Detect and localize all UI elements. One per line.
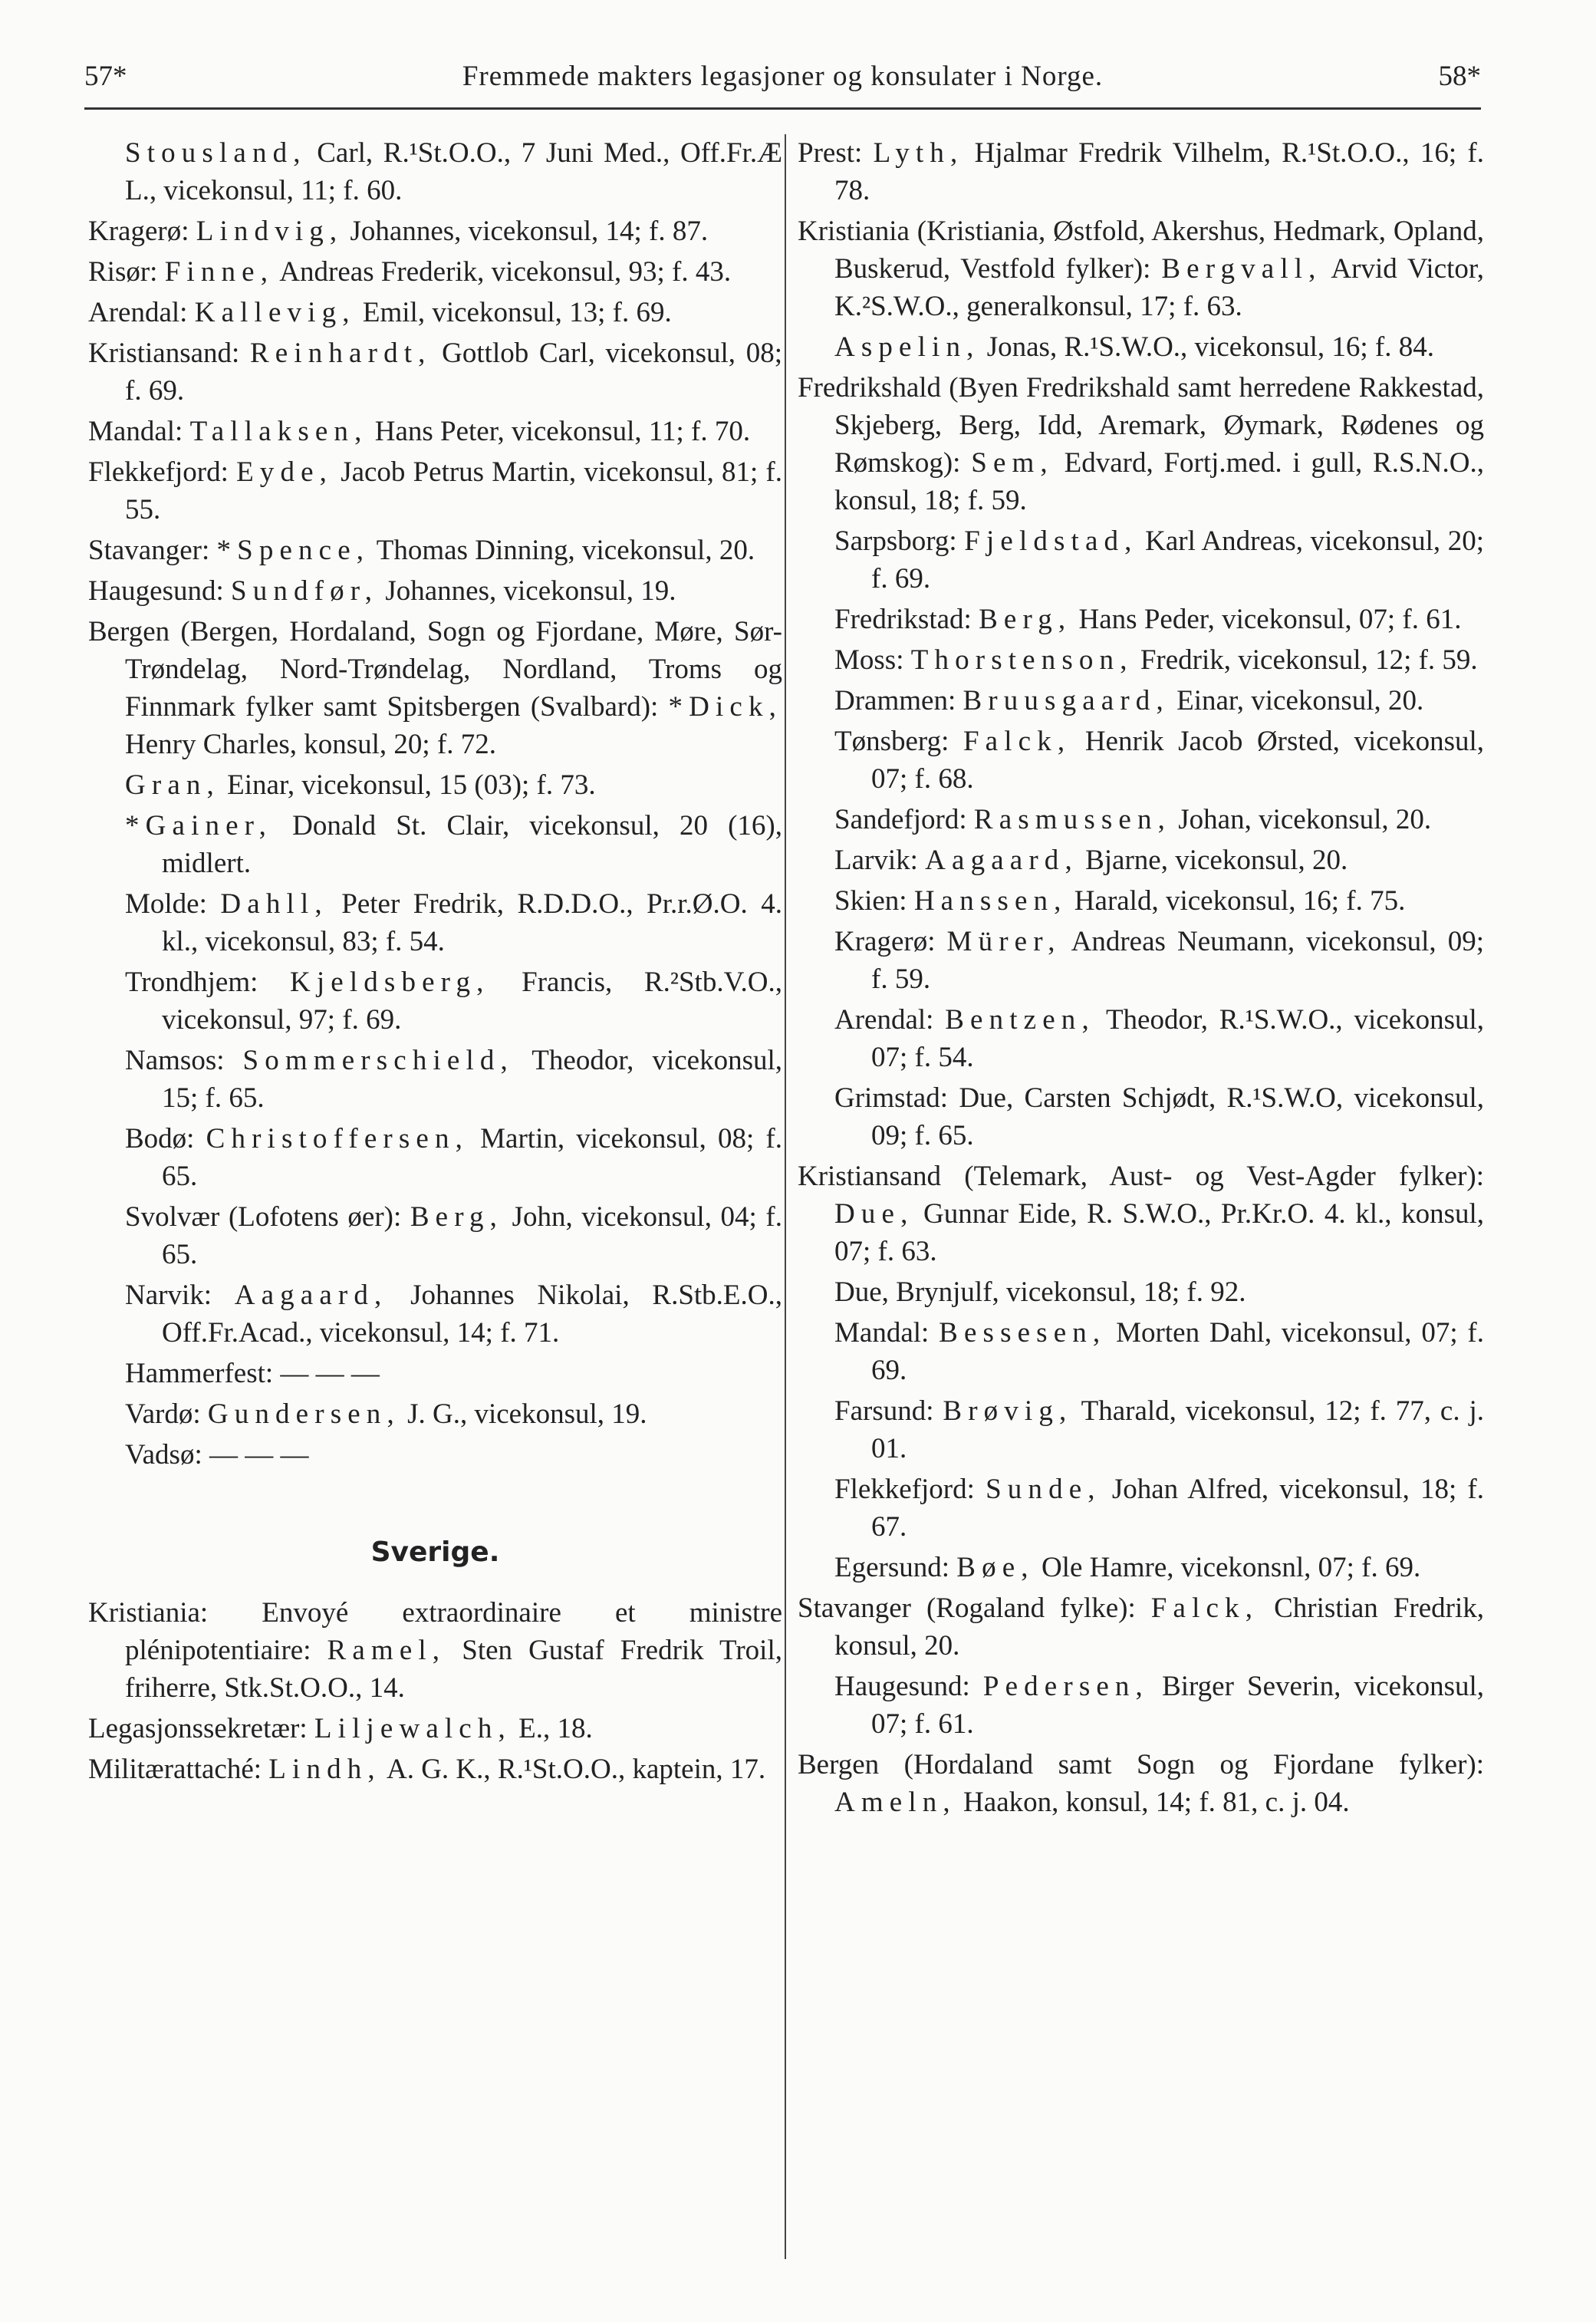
consul-entry: Arendal: Bentzen, Theodor, R.¹S.W.O., vicekonsul, 07; f. 54. [834,1004,1485,1073]
consul-entry: Drammen: Bruusgaard, Einar, vicekonsul, 20. [834,685,1424,716]
consul-entry: Vardø: Gundersen, J. G., vicekonsul, 19. [125,1398,647,1430]
consul-entry: Fredrikshald (Byen Fredrikshald samt herredene Rakkestad, Skjeberg, Berg, Idd, Aremark, Øymark, Rødenes og Rømskog): Sem, Edvard, Fortj.med. i gull, R.S.N.O., konsul, 18; f. 59. [798,372,1484,516]
consul-entry: Mandal: Bessesen, Morten Dahl, vicekonsul, 07; f. 69. [834,1317,1485,1386]
consul-entry: Moss: Thorstenson, Fredrik, vicekonsul, 12; f. 59. [834,644,1478,676]
consul-entry: Skien: Hanssen, Harald, vicekonsul, 16; f. 75. [834,885,1406,917]
consul-entry: Stavanger: *Spence, Thomas Dinning, vicekonsul, 20. [88,535,755,566]
consul-entry: Kristiansand (Telemark, Aust- og Vest-Agder fylker): Due, Gunnar Eide, R. S.W.O., Pr.Kr.O. 4. kl., konsul, 07; f. 63. [798,1161,1484,1267]
consul-entry: Larvik: Aagaard, Bjarne, vicekonsul, 20. [834,845,1348,876]
consul-entry: Due, Brynjulf, vicekonsul, 18; f. 92. [834,1276,1246,1308]
left-column [88,134,782,1791]
legation-entry: Militærattaché: Lindh, A. G. K., R.¹St.O.O., kaptein, 17. [88,1754,766,1785]
consul-entry: Sandefjord: Rasmussen, Johan, vicekonsul, 20. [834,804,1432,835]
running-header [84,60,1481,106]
legation-entry: Kristiania: Envoyé extraordinaire et ministre plénipotentiaire: Ramel, Sten Gustaf Fredrik Troil, friherre, Stk.St.O.O., 14. [88,1597,783,1704]
consul-entry: Risør: Finne, Andreas Frederik, vicekonsul, 93; f. 43. [88,256,732,288]
consul-entry: Molde: Dahll, Peter Fredrik, R.D.D.O., Pr.r.Ø.O. 4. kl., vicekonsul, 83; f. 54. [125,888,782,957]
consul-entry: Stavanger (Rogaland fylke): Falck, Christian Fredrik, konsul, 20. [798,1592,1484,1662]
consul-entry: Svolvær (Lofotens øer): Berg, John, vicekonsul, 04; f. 65. [125,1201,782,1270]
page-title: Fremmede makters legasjoner og konsulater i Norge. [462,61,1104,92]
consul-entry: Narvik: Aagaard, Johannes Nikolai, R.Stb.E.O., Off.Fr.Acad., vicekonsul, 14; f. 71. [125,1280,783,1349]
consul-entry: Prest: Lyth, Hjalmar Fredrik Vilhelm, R.¹St.O.O., 16; f. 78. [798,137,1484,206]
legation-entry: Legasjonssekretær: Liljewalch, E., 18. [88,1713,593,1744]
consul-entry: Kragerø: Mürer, Andreas Neumann, vicekonsul, 09; f. 59. [834,926,1484,995]
consul-entry: Tønsberg: Falck, Henrik Jacob Ørsted, vicekonsul, 07; f. 68. [834,726,1484,795]
consul-entry: Fredrikstad: Berg, Hans Peder, vicekonsul, 07; f. 61. [834,604,1462,635]
right-page-number: 58* [1438,61,1481,92]
consul-entry: Flekkefjord: Eyde, Jacob Petrus Martin, vicekonsul, 81; f. 55. [88,456,783,525]
right-column [798,134,1484,1824]
consul-entry: Hammerfest: — — — [125,1358,380,1389]
consul-entry: Bergen (Bergen, Hordaland, Sogn og Fjordane, Møre, Sør-Trøndelag, Nord-Trøndelag, Nordland, Troms og Finnmark fylker samt Spitsbergen (Svalbard): *Dick, Henry Charles, konsul, 20; f. 72. [88,616,782,760]
consul-entry: Sarpsborg: Fjeldstad, Karl Andreas, vicekonsul, 20; f. 69. [834,525,1484,594]
consul-entry: Kragerø: Lindvig, Johannes, vicekonsul, 14; f. 87. [88,216,709,247]
consul-entry: Kristiansand: Reinhardt, Gottlob Carl, vicekonsul, 08; f. 69. [88,338,782,407]
consul-entry: Bergen (Hordaland samt Sogn og Fjordane fylker): Ameln, Haakon, konsul, 14; f. 81, c. j. 04. [798,1749,1484,1818]
consul-entry: Gran, Einar, vicekonsul, 15 (03); f. 73. [125,769,596,801]
consul-entry: Haugesund: Pedersen, Birger Severin, vicekonsul, 07; f. 61. [834,1671,1484,1740]
header-rule [84,107,1481,110]
consul-entry: Vadsø: — — — [125,1439,309,1471]
consul-entry: Trondhjem: Kjeldsberg, Francis, R.²Stb.V.O., vicekonsul, 97; f. 69. [125,967,782,1036]
section-heading-sverige: Sverige. [370,1536,500,1568]
consul-entry: Bodø: Christoffersen, Martin, vicekonsul, 08; f. 65. [125,1123,782,1192]
consul-entry: Flekkefjord: Sunde, Johan Alfred, vicekonsul, 18; f. 67. [834,1474,1485,1543]
column-divider [785,134,786,2259]
left-page-number: 57* [84,61,127,92]
consul-entry: Aspelin, Jonas, R.¹S.W.O., vicekonsul, 16; f. 84. [834,331,1434,363]
consul-entry: Haugesund: Sundfør, Johannes, vicekonsul, 19. [88,575,676,607]
consul-entry: Egersund: Bøe, Ole Hamre, vicekonsnl, 07; f. 69. [834,1552,1421,1583]
consul-entry: Kristiania (Kristiania, Østfold, Akershus, Hedmark, Opland, Buskerud, Vestfold fylker): Bergvall, Arvid Victor, K.²S.W.O., generalkonsul, 17; f. 63. [798,216,1484,322]
consul-entry: *Gainer, Donald St. Clair, vicekonsul, 20 (16), midlert. [125,810,782,879]
consul-entry: Namsos: Sommerschield, Theodor, vicekonsul, 15; f. 65. [125,1045,782,1114]
consul-entry: Grimstad: Due, Carsten Schjødt, R.¹S.W.O, vicekonsul, 09; f. 65. [834,1082,1485,1151]
consul-entry: Mandal: Tallaksen, Hans Peter, vicekonsul, 11; f. 70. [88,416,751,447]
consul-entry: Arendal: Kallevig, Emil, vicekonsul, 13; f. 69. [88,297,672,328]
consul-entry: Stousland, Carl, R.¹St.O.O., 7 Juni Med., Off.Fr.Æ L., vicekonsul, 11; f. 60. [125,137,782,206]
consul-entry: Farsund: Brøvig, Tharald, vicekonsul, 12; f. 77, c. j. 01. [834,1395,1484,1464]
